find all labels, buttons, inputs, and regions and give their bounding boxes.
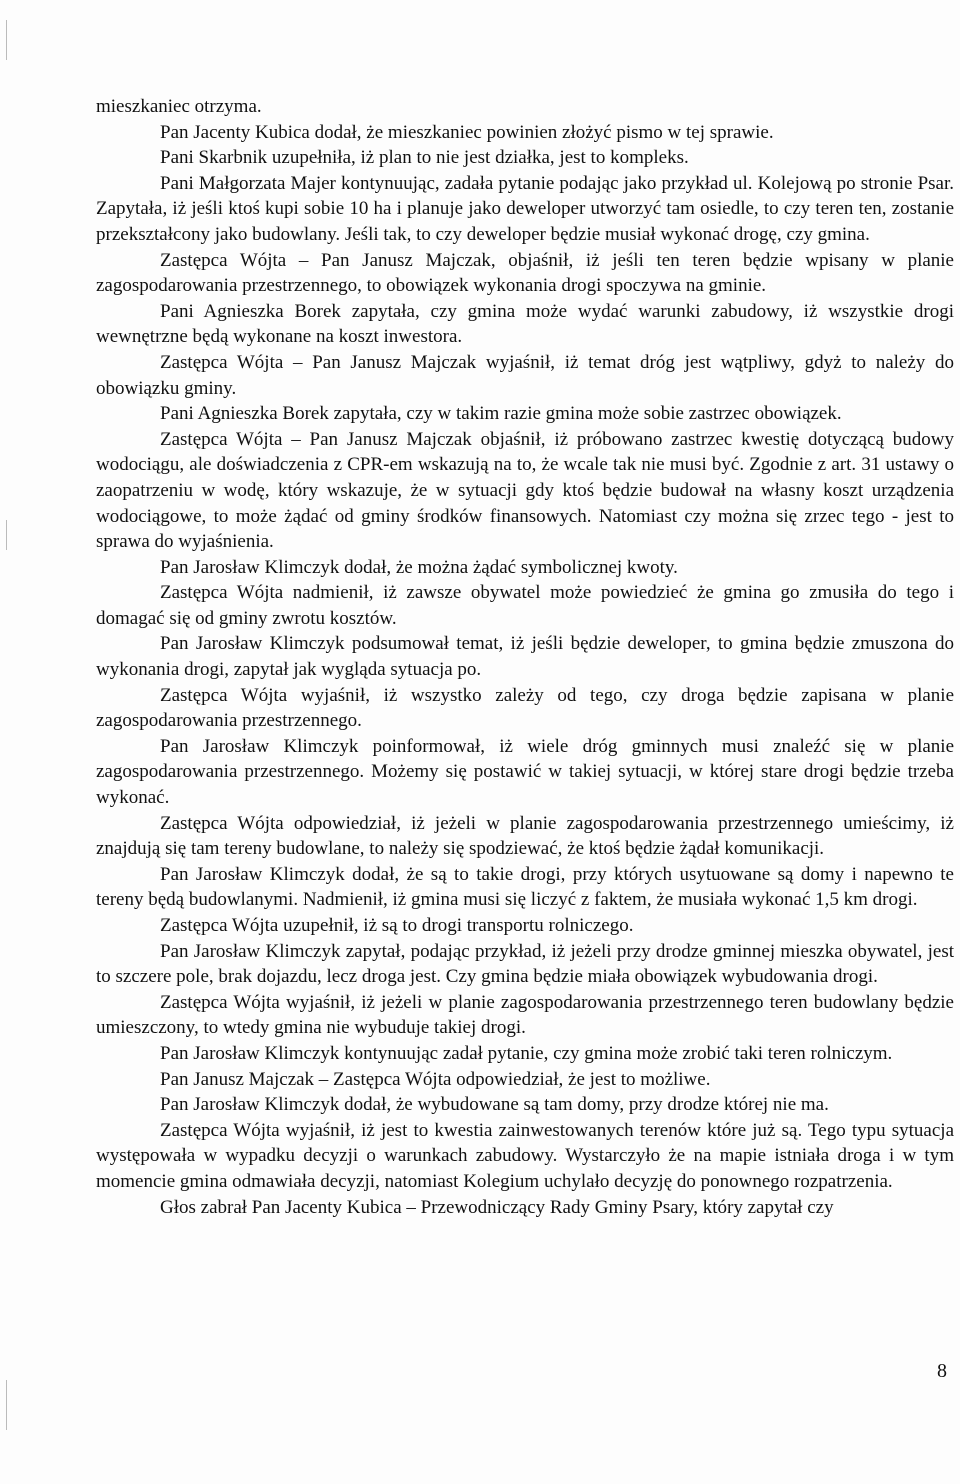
paragraph: Pan Jarosław Klimczyk dodał, że są to takie drogi, przy których usytuowane są domy i napewno te tereny będą budowlanymi. Nadmienił, iż gmina musi się liczyć z faktem, że musiała wykonać 1,5 km drogi. xyxy=(96,863,954,911)
paragraph: Zastępca Wójta wyjaśnił, iż jeżeli w planie zagospodarowania przestrzennego teren budowlany będzie umieszczony, to wtedy gmina nie wybuduje takiej drogi. xyxy=(96,991,954,1039)
document-body xyxy=(96,94,954,1220)
paragraph: Pan Jacenty Kubica dodał, że mieszkaniec powinien złożyć pismo w tej sprawie. xyxy=(160,121,774,143)
paragraph: Zastępca Wójta nadmienił, iż zawsze obywatel może powiedzieć że gmina go zmusiła do tego i domagać się od gminy zwrotu kosztów. xyxy=(96,582,954,629)
paragraph: Pani Agnieszka Borek zapytała, czy gmina może wydać warunki zabudowy, iż wszystkie drogi wewnętrzne będą wykonane na koszt inwestora. xyxy=(96,300,954,348)
scan-edge-mark xyxy=(6,1380,7,1430)
scan-edge-mark xyxy=(6,20,7,60)
paragraph: Głos zabrał Pan Jacenty Kubica – Przewodniczący Rady Gminy Psary, który zapytał czy xyxy=(160,1196,834,1218)
paragraph: Pan Jarosław Klimczyk zapytał, podając przykład, iż jeżeli przy drodze gminnej mieszka obywatel, jest to szczere pole, brak dojazdu, lecz droga jest. Czy gmina będzie miała obowiązek wybudowania drogi. xyxy=(96,940,954,988)
paragraph: Pan Jarosław Klimczyk podsumował temat, iż jeśli będzie deweloper, to gmina będzie zmuszona do wykonania drogi, zapytał jak wygląda sytuacja po. xyxy=(96,633,954,681)
paragraph: Zastępca Wójta odpowiedział, iż jeżeli w planie zagospodarowania przestrzennego umieścimy, iż znajdują się tam tereny budowlane, to należy się spodziewać, że ktoś będzie żądał komunikacji. xyxy=(96,812,954,860)
scan-edge-mark xyxy=(6,520,7,550)
paragraph: Pan Jarosław Klimczyk dodał, że można żądać symbolicznej kwoty. xyxy=(160,556,678,578)
paragraph: Pan Jarosław Klimczyk poinformował, iż wiele dróg gminnych musi znaleźć się w planie zagospodarowania przestrzennego. Możemy się postawić w takiej sytuacji, w której stare drogi będzie trzeba wykonać. xyxy=(96,735,954,809)
paragraph: Zastępca Wójta – Pan Janusz Majczak wyjaśnił, iż temat dróg jest wątpliwy, gdyż to należy do obowiązku gminy. xyxy=(96,351,954,399)
page-number: 8 xyxy=(937,1360,947,1382)
paragraph: Pan Jarosław Klimczyk dodał, że wybudowane są tam domy, przy drodze której nie ma. xyxy=(160,1094,829,1116)
paragraph: Pani Skarbnik uzupełniła, iż plan to nie jest działka, jest to kompleks. xyxy=(160,147,689,169)
paragraph: Pani Agnieszka Borek zapytała, czy w takim razie gmina może sobie zastrzec obowiązek. xyxy=(160,403,842,425)
paragraph: Pan Jarosław Klimczyk kontynuując zadał pytanie, czy gmina może zrobić taki teren rolniczym. xyxy=(160,1042,893,1064)
paragraph: Zastępca Wójta wyjaśnił, iż wszystko zależy od tego, czy droga będzie zapisana w planie zagospodarowania przestrzennego. xyxy=(96,684,954,732)
paragraph: Zastępca Wójta wyjaśnił, iż jest to kwestia zainwestowanych terenów które już są. Tego typu sytuacja występowała w wypadku decyzji o warunkach zabudowy. Wystarczyło że na mapie istniała droga i w tym momencie gmina odmawiała decyzji, natomiast Kolegium uchylało decyzję do ponownego rozpatrzenia. xyxy=(96,1119,954,1192)
paragraph: Zastępca Wójta – Pan Janusz Majczak, objaśnił, iż jeśli ten teren będzie wpisany w planie zagospodarowania przestrzennego, to obowiązek wykonania drogi spoczywa na gminie. xyxy=(96,249,954,297)
paragraph: Zastępca Wójta – Pan Janusz Majczak objaśnił, iż próbowano zastrzec kwestię dotyczącą budowy wodociągu, ale doświadczenia z CPR-em wskazują na to, że wcale tak nie musi być. Zgodnie z art. 31 ustawy o zaopatrzeniu w wodę, który wskazuje, że w sytuacji gdy ktoś będzie budował na własny koszt urządzenia wodociągowe, to może żądać od gminy środków finansowych. Natomiast czy można się zrzec tego - jest to sprawa do wyjaśnienia. xyxy=(96,428,954,553)
paragraph: Pani Małgorzata Majer kontynuując, zadała pytanie podając jako przykład ul. Kolejową po stronie Psar. Zapytała, iż jeśli ktoś kupi sobie 10 ha i planuje jako deweloper utworzyć tam osiedle, to czy teren ten, zostanie przekształcony jako budowlany. Jeśli tak, to czy deweloper będzie musiał wykonać drogę, czy gmina. xyxy=(96,172,954,245)
paragraph: Pan Janusz Majczak – Zastępca Wójta odpowiedział, że jest to możliwe. xyxy=(160,1068,711,1090)
paragraph: Zastępca Wójta uzupełnił, iż są to drogi transportu rolniczego. xyxy=(160,915,634,936)
paragraph: mieszkaniec otrzyma. xyxy=(96,96,262,117)
